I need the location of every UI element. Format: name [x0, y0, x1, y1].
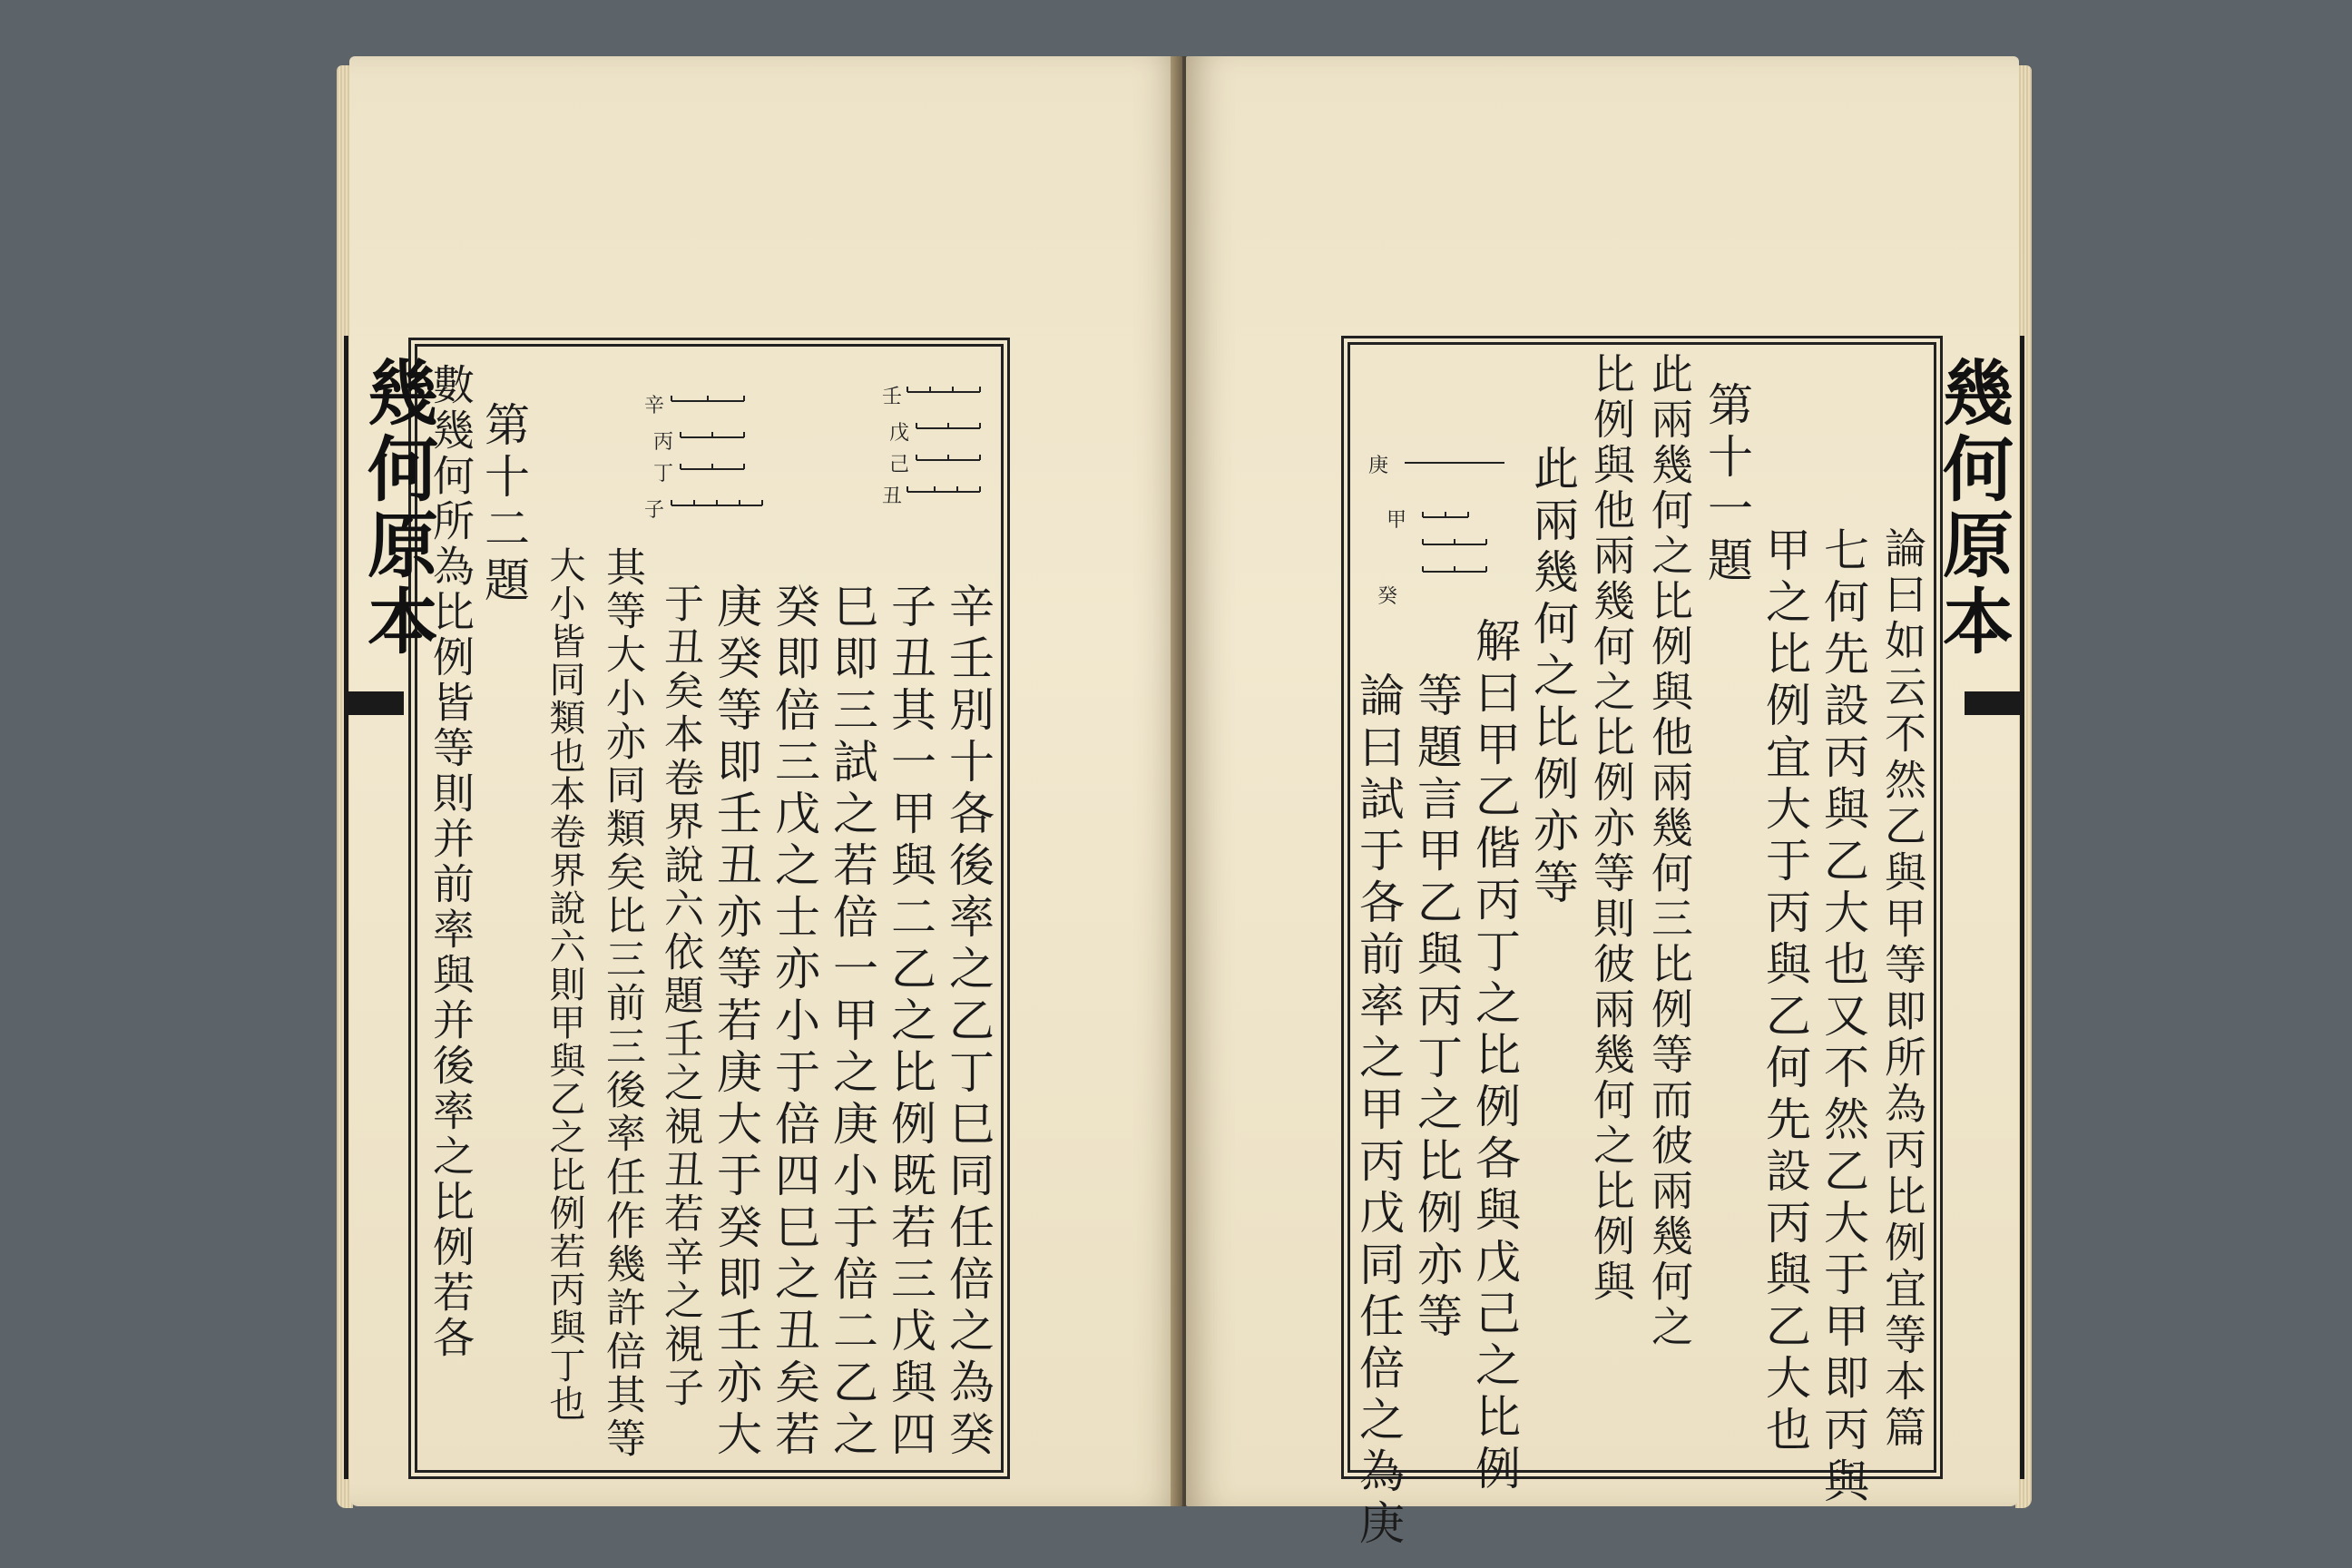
text-column: 比例與他兩幾何之比例亦等則彼兩幾何之比例與 — [1587, 352, 1636, 1305]
left-text-frame — [415, 344, 1004, 1473]
text-column: 等題言甲乙與丙丁之比例亦等 — [1410, 671, 1463, 1344]
left-diagram-lines — [644, 365, 989, 537]
diagram-label: 丙 — [653, 431, 674, 454]
diagram-label: 戊 — [889, 422, 910, 445]
open-book — [349, 56, 2019, 1551]
diagram-label: 己 — [889, 454, 910, 476]
text-column: 數幾何所為比例皆等則并前率與并後率之比例若各 — [426, 363, 475, 1361]
diagram-label: 丑 — [882, 485, 903, 508]
text-column: 庚癸等即壬丑亦等若庚大于癸即壬亦大 — [710, 583, 762, 1462]
fishtail-mark — [1965, 691, 2024, 715]
diagram-label: 庚 — [1368, 455, 1389, 477]
text-column: 此兩幾何之比例亦等 — [1526, 445, 1579, 910]
section-heading: 第十一題 — [1700, 381, 1753, 588]
section-heading: 第十二題 — [477, 401, 530, 608]
left-page — [349, 56, 1182, 1506]
text-column: 巳即三試之若倍一甲之庚小于倍二乙之 — [826, 583, 878, 1462]
diagram-label: 子 — [644, 499, 665, 522]
text-column: 辛壬別十各後率之乙丁巳同任倍之為癸 — [942, 583, 995, 1462]
diagram-label: 丁 — [653, 463, 674, 485]
text-column: 解曰甲乙偕丙丁之比例各與戊己之比例 — [1468, 617, 1521, 1496]
diagram-label: 甲 — [1387, 509, 1407, 532]
spine-title-left: 幾何原本 — [356, 356, 438, 661]
text-column: 于丑矣本卷界說六依題壬之視丑若辛之視子 — [657, 583, 703, 1410]
fishtail-mark — [344, 691, 404, 715]
text-column: 大小皆同類也本卷界說六則甲與乙之比例若丙與丁也 — [544, 546, 585, 1423]
spine-title-right: 幾何原本 — [1931, 356, 2014, 661]
right-page — [1186, 56, 2019, 1551]
text-column: 七何先設丙與乙大也又不然乙大于甲即丙與 — [1817, 526, 1869, 1509]
left-proportion-diagram — [644, 365, 989, 537]
text-column: 論曰如云不然乙與甲等即所為丙比例宜等本篇 — [1878, 526, 1927, 1452]
text-column: 其等大小亦同類矣比三前三後率任作幾許倍其等 — [599, 546, 645, 1461]
text-column: 癸即倍三戊之士亦小于倍四巳之丑矣若 — [768, 583, 820, 1462]
diagram-label: 辛 — [644, 395, 665, 417]
text-column: 甲之比例宜大于丙與乙何先設丙與乙大也 — [1759, 526, 1811, 1457]
text-column: 子丑其一甲與二乙之比例既若三戊與四 — [884, 583, 936, 1462]
right-proportion-diagram — [1350, 417, 1568, 617]
right-text-frame — [1348, 342, 1936, 1551]
text-column: 此兩幾何之比例與他兩幾何三比例等而彼兩幾何之 — [1645, 352, 1694, 1350]
diagram-label: 癸 — [1377, 585, 1398, 608]
text-column: 論曰試于各前率之甲丙戊同任倍之為庚 — [1352, 671, 1405, 1551]
diagram-label: 壬 — [882, 386, 903, 408]
